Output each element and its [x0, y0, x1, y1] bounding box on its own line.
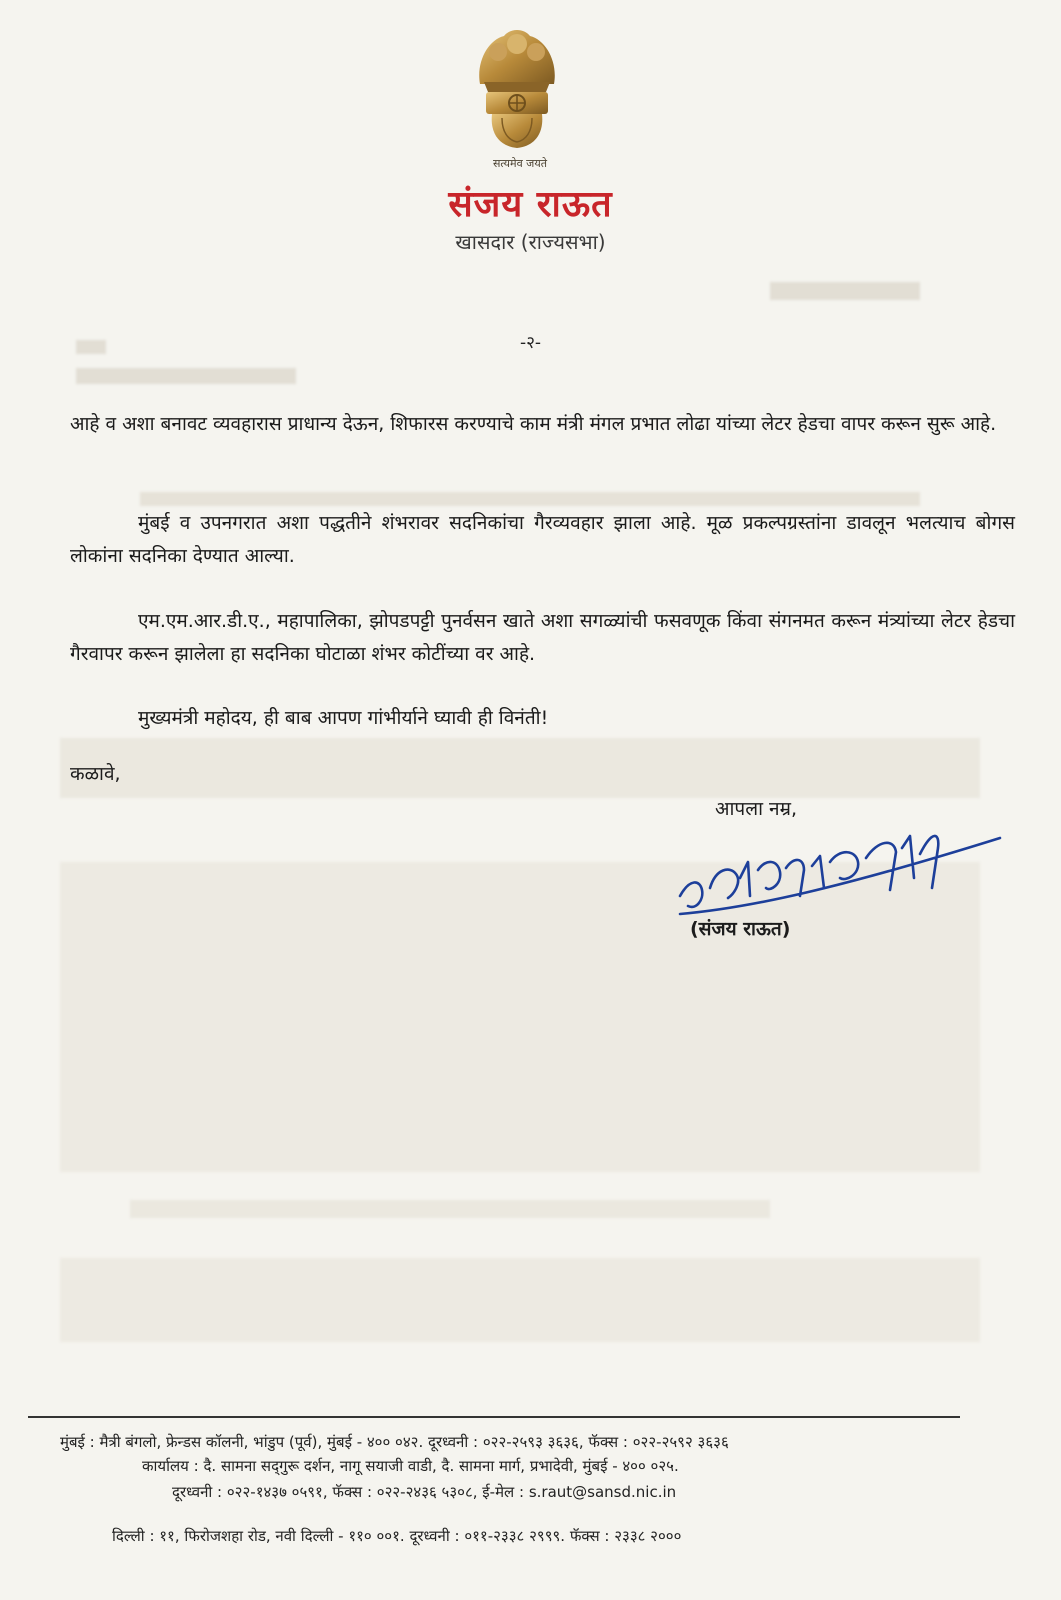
sender-designation: खासदार (राज्यसभा)	[455, 230, 606, 254]
body-paragraph: एम.एम.आर.डी.ए., महापालिका, झोपडपट्टी पुनर्वसन खाते अशा सगळ्यांची फसवणूक किंवा संगनमत करून मंत्र्यांच्या लेटर हेडचा गैरवापर करून झालेला हा सदनिका घोटाळा शंभर कोटींच्या वर आहे.	[70, 610, 1015, 665]
footer-office-contact	[172, 1482, 676, 1502]
footer-divider	[28, 1416, 960, 1418]
footer-delhi-address: दिल्ली : ११, फिरोजशहा रोड, नवी दिल्ली - ११० ००१. दूरध्वनी : ०११-२३३८ २९९९. फॅक्स : २३३८ २०००	[112, 1527, 682, 1545]
yours-sincerely: आपला नम्र,	[715, 798, 797, 820]
closing-salutation: कळावे,	[70, 763, 121, 785]
show-through-text	[140, 492, 920, 506]
show-through-text	[770, 282, 920, 300]
show-through-text	[60, 738, 980, 798]
emblem-motto: सत्यमेव जयते	[492, 157, 547, 170]
footer-mumbai-address: मुंबई : मैत्री बंगलो, फ्रेन्डस कॉलनी, भांडुप (पूर्व), मुंबई - ४०० ०४२. दूरध्वनी : ०२२-२५९३ ३६३६, फॅक्स : ०२२-२५९२ ३६३६	[60, 1433, 729, 1451]
footer-office-address: कार्यालय : दै. सामना सद्‌गुरू दर्शन, नागू सयाजी वाडी, दै. सामना मार्ग, प्रभादेवी, मुंबई - ४०० ०२५.	[142, 1457, 679, 1475]
body-paragraph: मुख्यमंत्री महोदय, ही बाब आपण गांभीर्याने घ्यावी ही विनंती!	[138, 707, 549, 729]
footer-contact-numbers: दूरध्वनी : ०२२-१४३७ ०५९१, फॅक्स : ०२२-२४३६ ५३०८, ई-मेल :	[172, 1483, 525, 1501]
footer-email: s.raut@sansd.nic.in	[528, 1483, 677, 1501]
body-paragraph: मुंबई व उपनगरात अशा पद्धतीने शंभरावर सदनिकांचा गैरव्यवहार झाला आहे. मूळ प्रकल्पग्रस्तांना डावलून भलत्याच बोगस लोकांना सदनिका देण्यात आल्या.	[70, 512, 1015, 567]
sender-name: संजय राऊत	[448, 184, 613, 225]
show-through-text	[60, 1258, 980, 1342]
national-emblem-icon	[462, 22, 572, 172]
page-number: -२-	[519, 333, 542, 353]
body-paragraph: आहे व अशा बनावट व्यवहारास प्राधान्य देऊन, शिफारस करण्याचे काम मंत्री मंगल प्रभात लोढा यांच्या लेटर हेडचा वापर करून सुरू आहे.	[70, 413, 997, 435]
show-through-text	[76, 368, 296, 384]
signatory-name: (संजय राऊत)	[690, 918, 791, 940]
show-through-text	[130, 1200, 770, 1218]
